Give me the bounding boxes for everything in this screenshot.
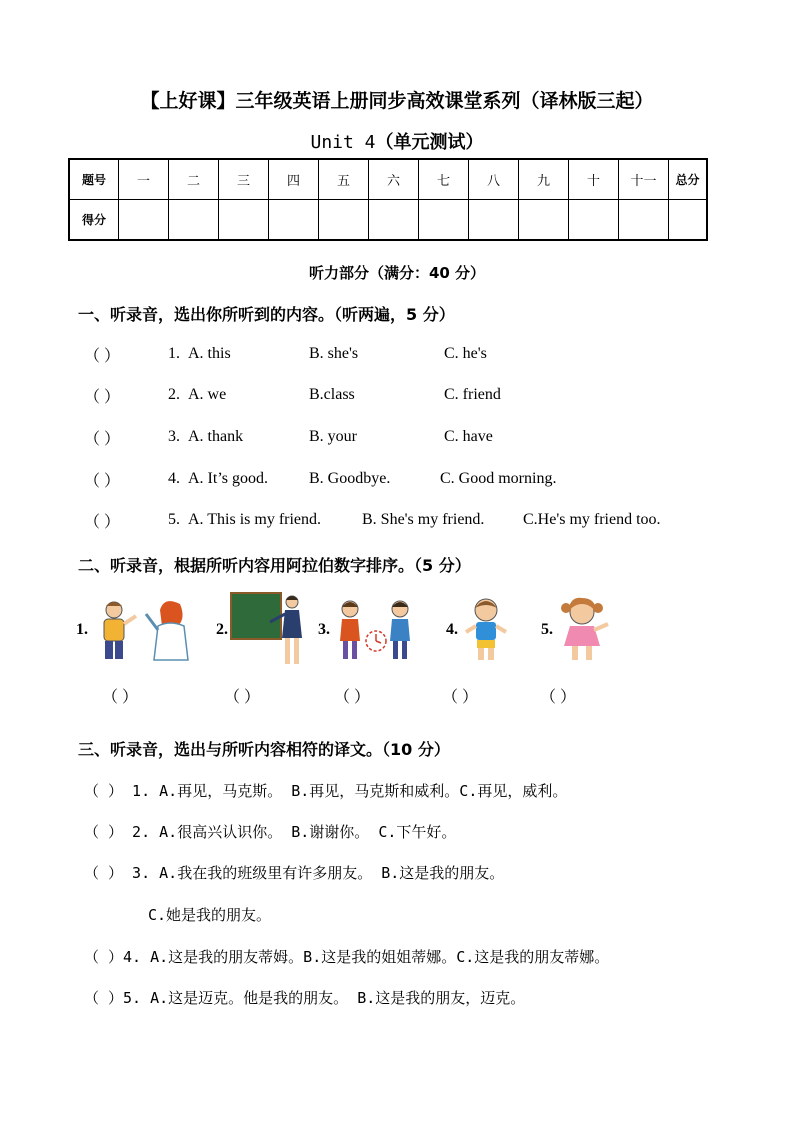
answer-blank[interactable]: （ ） [84, 473, 121, 490]
score-cell[interactable] [469, 200, 519, 241]
unit-label: Unit 4 [310, 132, 376, 153]
score-row-label: 得分 [69, 200, 119, 241]
question-number: 4. [168, 470, 180, 487]
question-number: 3. [168, 428, 180, 445]
page-subtitle [0, 128, 794, 154]
translation-question-4: （ ）4. A.这是我的朋友蒂姆。B.这是我的姐姐蒂娜。C.这是我的朋友蒂娜。 [84, 948, 610, 966]
question-number: 1. [168, 345, 180, 362]
score-cell[interactable] [569, 200, 619, 241]
order-blank[interactable]: （ ） [334, 689, 371, 706]
score-cell[interactable] [619, 200, 669, 241]
score-header-cell: 八 [469, 159, 519, 200]
translation-question-3: （ ） 3. A.我在我的班级里有许多朋友。 B.这是我的朋友。 [84, 864, 505, 882]
question-2 [168, 386, 501, 404]
score-header-cell: 十一 [619, 159, 669, 200]
unit-test-label: （单元测试） [375, 132, 484, 153]
option-b: B. She's my friend. [362, 511, 485, 528]
greeting-people-picture [92, 596, 200, 662]
question-4 [168, 470, 557, 488]
kids-late-clock-picture [334, 597, 420, 663]
question-3 [168, 428, 493, 446]
picture-label-4: 4. [446, 621, 458, 638]
score-header-cell: 总分 [669, 159, 708, 200]
option-a: A. This is my friend. [188, 511, 322, 528]
translation-question-3-option-c: C.她是我的朋友。 [148, 906, 272, 924]
score-cell[interactable] [319, 200, 369, 241]
option-a: A. this [188, 345, 231, 362]
translation-question-2: （ ） 2. A.很高兴认识你。 B.谢谢你。 C.下午好。 [84, 823, 457, 841]
option-c: C.He's my friend too. [523, 511, 661, 528]
order-blank[interactable]: （ ） [540, 689, 577, 706]
answer-blank[interactable]: （ ） [84, 431, 121, 448]
score-table-header-row [69, 159, 707, 200]
score-header-cell: 七 [419, 159, 469, 200]
score-header-cell: 六 [369, 159, 419, 200]
order-blank[interactable]: （ ） [224, 689, 261, 706]
order-blank[interactable]: （ ） [102, 689, 139, 706]
option-c: C. Good morning. [440, 470, 557, 487]
score-cell[interactable] [519, 200, 569, 241]
boy-picture [464, 596, 508, 662]
order-blank[interactable]: （ ） [442, 689, 479, 706]
score-cell[interactable] [419, 200, 469, 241]
picture-label-3: 3. [318, 621, 330, 638]
picture-label-5: 5. [541, 621, 553, 638]
page-title: 【上好课】三年级英语上册同步高效课堂系列（译林版三起） [140, 90, 654, 112]
picture-label-2: 2. [216, 621, 228, 638]
option-b: B.class [309, 386, 355, 403]
section1-heading: 一、听录音，选出你所听到的内容。（听两遍，5 分） [78, 305, 455, 324]
question-1 [168, 345, 487, 363]
score-header-cell: 五 [319, 159, 369, 200]
score-cell[interactable] [669, 200, 708, 241]
score-header-cell: 九 [519, 159, 569, 200]
option-c: C. have [444, 428, 493, 445]
listening-part-heading: 听力部分（满分：40 分） [308, 264, 486, 282]
question-5 [168, 511, 661, 529]
picture-label-1: 1. [76, 621, 88, 638]
score-header-cell: 三 [219, 159, 269, 200]
translation-question-5: （ ）5. A.这是迈克。他是我的朋友。 B.这是我的朋友，迈克。 [84, 989, 526, 1007]
section3-heading: 三、听录音，选出与所听内容相符的译文。（10 分） [78, 740, 450, 759]
question-number: 2. [168, 386, 180, 403]
answer-blank[interactable]: （ ） [84, 348, 121, 365]
option-c: C. friend [444, 386, 501, 403]
translation-question-1: （ ） 1. A.再见，马克斯。 B.再见，马克斯和威利。C.再见，威利。 [84, 782, 568, 800]
score-cell[interactable] [219, 200, 269, 241]
option-c: C. he's [444, 345, 487, 362]
option-a: A. thank [188, 428, 244, 445]
option-b: B. your [309, 428, 357, 445]
score-header-cell: 四 [269, 159, 319, 200]
answer-blank[interactable]: （ ） [84, 514, 121, 531]
question-number: 5. [168, 511, 180, 528]
score-cell[interactable] [269, 200, 319, 241]
option-b: B. she's [309, 345, 359, 362]
score-header-cell: 二 [169, 159, 219, 200]
score-cell[interactable] [119, 200, 169, 241]
section2-heading: 二、听录音，根据所听内容用阿拉伯数字排序。（5 分） [78, 556, 471, 575]
option-a: A. we [188, 386, 227, 403]
score-table-score-row [69, 200, 707, 241]
score-header-cell: 一 [119, 159, 169, 200]
score-table [68, 158, 708, 241]
option-a: A. It’s good. [188, 470, 268, 487]
score-header-cell: 题号 [69, 159, 119, 200]
answer-blank[interactable]: （ ） [84, 389, 121, 406]
girl-picture [556, 596, 612, 664]
score-cell[interactable] [369, 200, 419, 241]
option-b: B. Goodbye. [309, 470, 391, 487]
teacher-blackboard-picture [230, 592, 308, 668]
score-cell[interactable] [169, 200, 219, 241]
score-header-cell: 十 [569, 159, 619, 200]
